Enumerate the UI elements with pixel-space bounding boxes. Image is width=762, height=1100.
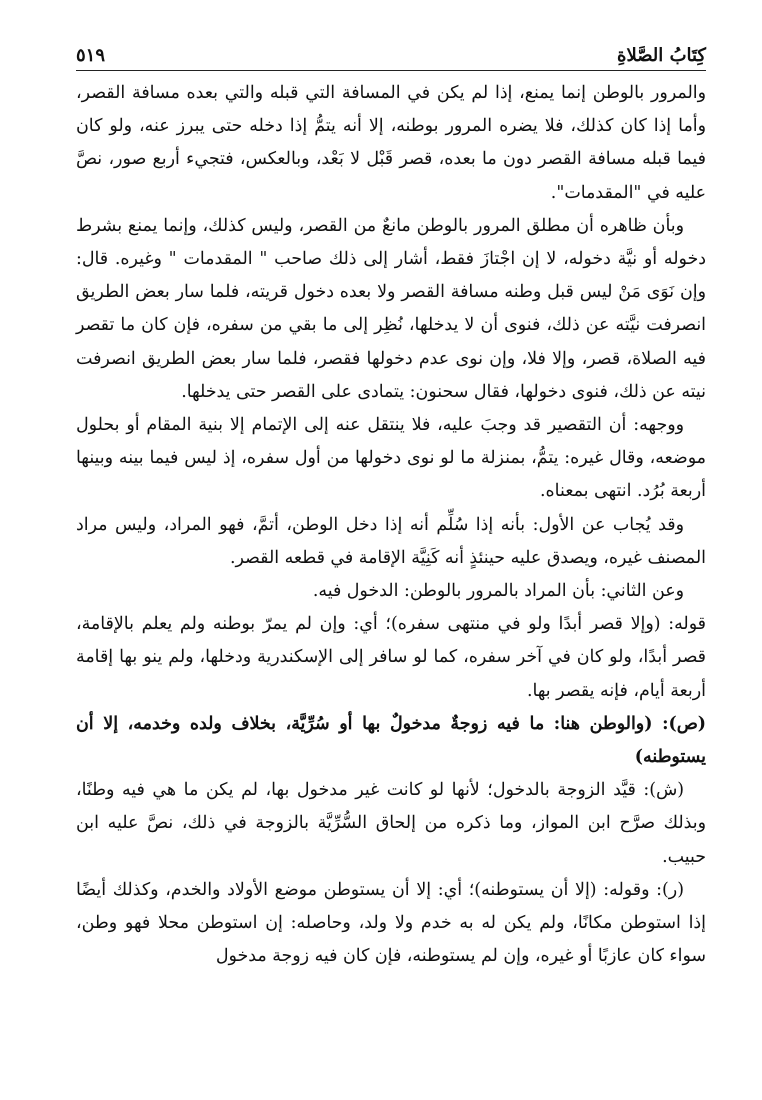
paragraph: ووجهه: أن التقصير قد وجبَ عليه، فلا ينتقل عنه إلى الإتمام إلا بنية المقام أو بحلول موضعه، وقال غيره: يتمُّ، بمنزلة ما لو نوى دخولها من أول سفره، إذ ليس فيما بينه وبينها أربعة بُرُد. انتهى بمعناه.: [76, 415, 706, 502]
paragraph-continuation: والمرور بالوطن إنما يمنع، إذا لم يكن في المسافة التي قبله والتي بعده مسافة القصر، وأما إذا كان كذلك، فلا يضره المرور بوطنه، إلا أنه يتمُّ إذا دخله حتى يبرز عنه، ولو كان فيما قبله مسافة القصر دون ما بعده، قصر قَبْل لا بَعْد، وبالعكس، فتجيء أربع صور، نصَّ عليه في "المقدمات".: [76, 83, 706, 203]
page-body: [76, 77, 706, 973]
paragraph-commentary: قوله: (وإلا قصر أبدًا ولو في منتهى سفره)؛ أي: وإن لم يمرّ بوطنه ولم يعلم بالإقامة، قصر أبدًا، ولو كان في آخر سفره، كما لو سافر إلى الإسكندرية ودخلها، ولم ينو بها إقامة أربعة أيام، فإنه يقصر بها.: [76, 614, 706, 701]
running-title: كِتَابُ الصَّلاةِ: [617, 45, 706, 66]
paragraph: وعن الثاني: بأن المراد بالمرور بالوطن: الدخول فيه.: [312, 581, 684, 602]
paragraph-sharh: (ش): قيَّد الزوجة بالدخول؛ لأنها لو كانت غير مدخول بها، لم يكن ما هي فيه وطنًا، وبذلك صرَّح ابن المواز، وما ذكره من إلحاق السُّرِّيَّة بالزوجة في ذلك، نصَّ عليه ابن حبيب.: [76, 780, 706, 867]
matn-text: (ص): (والوطن هنا: ما فيه زوجةٌ مدخولٌ بها أو سُرِّيَّة، بخلاف ولده وخدمه، إلا أن يستوطنه): [76, 713, 706, 768]
book-page: [76, 36, 706, 973]
paragraph: وبأن ظاهره أن مطلق المرور بالوطن مانعٌ من القصر، وليس كذلك، وإنما يمنع بشرط دخوله أو نيَّة دخوله، لا إن اجْتازَ فقط، أشار إلى ذلك صاحب " المقدمات " وغيره. قال: وإن نَوَى مَنْ ليس قبل وطنه مسافة القصر ولا بعده دخول قريته، فلما سار بعض الطريق انصرفت نيَّته عن ذلك، فنوى أن لا يدخلها، نُظِر إلى ما بقي من سفره، فإن كان ما تقصر فيه الصلاة، قصر، وإلا فلا، وإن نوى عدم دخولها فقصر، فلما سار بعض الطريق انصرفت نيته عن ذلك، فنوى دخولها، فقال سحنون: يتمادى على القصر حتى يدخلها.: [76, 215, 706, 402]
paragraph: وقد يُجاب عن الأول: بأنه إذا سُلِّم أنه إذا دخل الوطن، أتمَّ، فهو المراد، وليس مراد المصنف غيره، ويصدق عليه حينئذٍ أنه كَنِيَّة الإقامة في قطعه القصر.: [76, 514, 706, 568]
paragraph-r: (ر): وقوله: (إلا أن يستوطنه)؛ أي: إلا أن يستوطن موضع الأولاد والخدم، وكذلك أيضًا إذا استوطن مكانًا، ولم يكن له به خدم ولا ولد، وحاصله: إن استوطن محلا فهو وطن، سواء كان عازبًا أو غيره، وإن لم يستوطنه، فإن كان فيه زوجة مدخول: [76, 879, 706, 967]
page-header: [76, 36, 706, 66]
page-number: ٥١٩: [76, 45, 106, 66]
header-rule: [76, 70, 706, 71]
